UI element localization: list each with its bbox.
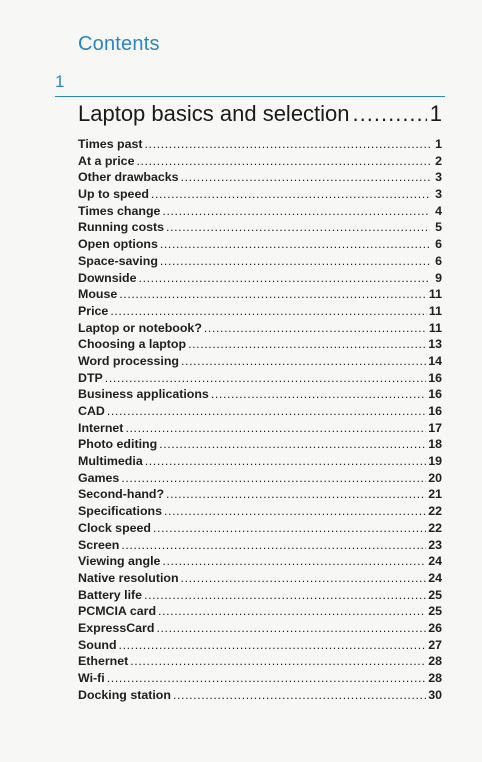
toc-entry[interactable]: [78, 570, 442, 587]
leader-dots: [160, 253, 430, 270]
leader-dots: [145, 453, 426, 470]
toc-entry-label: Other drawbacks: [78, 170, 179, 185]
toc-entry[interactable]: [78, 436, 442, 453]
toc-entry-label: Sound: [78, 637, 117, 652]
toc-entry[interactable]: [78, 553, 442, 570]
leader-dots: [107, 670, 426, 687]
toc-entry-label: Times past: [78, 137, 143, 151]
leader-dots: [181, 353, 426, 370]
toc-entry-label: Multimedia: [78, 454, 143, 469]
toc-entry-page-number: 6: [435, 237, 442, 252]
leader-dots: [164, 503, 426, 520]
toc-entry[interactable]: [78, 470, 442, 487]
toc-entry[interactable]: [78, 203, 442, 220]
leader-dots: [145, 136, 430, 153]
toc-entry-page-number: 21: [428, 487, 442, 502]
leader-dots: [121, 470, 426, 487]
toc-entry[interactable]: [78, 453, 442, 470]
toc-entry-page-number: 4: [435, 203, 442, 218]
toc-entry[interactable]: [78, 486, 442, 503]
toc-entry-label: Second-hand?: [78, 487, 165, 502]
toc-entry-page-number: 18: [428, 437, 442, 452]
toc-entry[interactable]: [78, 370, 442, 387]
toc-entry-page-number: 28: [428, 671, 442, 685]
leader-dots: [119, 637, 427, 654]
toc-entry-page-number: 13: [428, 337, 442, 352]
toc-entry[interactable]: [78, 503, 442, 520]
toc-entry[interactable]: [78, 270, 442, 287]
toc-entry-page-number: 5: [435, 220, 442, 235]
toc-entry[interactable]: [78, 253, 442, 270]
leader-dots: [159, 436, 426, 453]
toc-entry-label: Photo editing: [78, 437, 158, 452]
leader-dots: [107, 403, 426, 420]
toc-entry-label: DTP: [78, 370, 103, 385]
leader-dots: [158, 603, 426, 620]
leader-dots: [181, 169, 430, 186]
toc-entry-page-number: 24: [428, 554, 442, 569]
toc-entry-page-number: 16: [428, 370, 442, 385]
toc-entry-page-number: 30: [428, 687, 442, 702]
chapter-divider: [55, 96, 445, 97]
leader-dots: [139, 270, 430, 287]
toc-entry-page-number: 22: [428, 504, 442, 519]
leader-dots: [181, 570, 427, 587]
toc-entry-page-number: 23: [428, 537, 442, 552]
toc-entry[interactable]: [78, 403, 442, 420]
leader-dots: [110, 303, 427, 320]
toc-entry[interactable]: [78, 169, 442, 186]
leader-dots: [173, 687, 426, 704]
toc-entry-label: Internet: [78, 420, 124, 435]
leader-dots: [160, 236, 430, 253]
toc-entry-page-number: 25: [428, 604, 442, 619]
toc-entry[interactable]: [78, 320, 442, 337]
toc-entry-page-number: 14: [428, 353, 442, 368]
toc-entry-label: Games: [78, 470, 120, 485]
toc-list: [78, 136, 442, 703]
toc-entry[interactable]: [78, 219, 442, 236]
toc-entry-page-number: 19: [428, 454, 442, 469]
toc-entry[interactable]: [78, 520, 442, 537]
toc-entry-page-number: 9: [435, 270, 442, 285]
toc-entry-page-number: 11: [428, 303, 442, 318]
toc-entry-page-number: 24: [428, 570, 442, 585]
toc-entry-page-number: 3: [435, 170, 442, 185]
leader-dots: [144, 587, 426, 604]
toc-entry[interactable]: [78, 153, 442, 170]
toc-entry-label: PCMCIA card: [78, 604, 157, 619]
toc-entry-page-number: 6: [435, 253, 442, 268]
toc-entry-label: At a price: [78, 153, 135, 168]
toc-entry-label: Laptop or notebook?: [78, 320, 202, 335]
toc-entry[interactable]: [78, 353, 442, 370]
toc-entry[interactable]: [78, 303, 442, 320]
toc-entry-label: Times change: [78, 203, 161, 218]
leader-dots: [156, 620, 426, 637]
leader-dots: [166, 486, 426, 503]
toc-entry-label: Specifications: [78, 504, 163, 519]
toc-entry[interactable]: [78, 286, 442, 303]
toc-entry[interactable]: [78, 420, 442, 437]
toc-entry-page-number: 27: [428, 637, 442, 652]
toc-entry[interactable]: [78, 386, 442, 403]
toc-entry[interactable]: [78, 336, 442, 353]
toc-entry[interactable]: [78, 637, 442, 654]
toc-entry[interactable]: [78, 537, 442, 554]
toc-entry[interactable]: [78, 236, 442, 253]
toc-entry-label: Running costs: [78, 220, 165, 235]
leader-dots: [166, 219, 430, 236]
toc-entry-label: Up to speed: [78, 187, 149, 202]
toc-entry-page-number: 17: [428, 420, 442, 435]
toc-entry-label: Battery life: [78, 587, 143, 602]
toc-entry[interactable]: [78, 603, 442, 620]
toc-entry-page-number: 1: [435, 137, 442, 151]
toc-entry-page-number: 16: [428, 404, 442, 418]
toc-entry[interactable]: [78, 620, 442, 637]
toc-entry-page-number: 22: [428, 520, 442, 535]
toc-entry-label: Price: [78, 303, 109, 318]
toc-entry-page-number: 11: [428, 320, 442, 335]
toc-entry-label: Screen: [78, 537, 120, 552]
leader-dots: [211, 386, 426, 403]
leader-dots: [162, 203, 430, 220]
toc-entry-label: CAD: [78, 404, 105, 418]
leader-dots: [151, 186, 430, 203]
toc-entry-label: Native resolution: [78, 570, 179, 585]
toc-entry-page-number: 26: [428, 620, 442, 635]
toc-entry-label: Business applications: [78, 387, 209, 402]
toc-entry-page-number: 20: [428, 470, 442, 485]
chapter-page-number: 1: [429, 101, 442, 126]
leader-dots: [121, 537, 426, 554]
leader-dots: [353, 101, 427, 127]
leader-dots: [162, 553, 426, 570]
chapter-heading[interactable]: [78, 101, 442, 127]
toc-entry-label: Viewing angle: [78, 554, 161, 569]
leader-dots: [119, 286, 427, 303]
toc-entry-label: Space-saving: [78, 253, 158, 268]
toc-entry-label: Choosing a laptop: [78, 337, 187, 352]
contents-title: Contents: [78, 33, 160, 55]
toc-entry-label: Open options: [78, 237, 158, 252]
toc-entry-label: Word processing: [78, 353, 179, 368]
leader-dots: [105, 370, 426, 387]
toc-entry-label: Downside: [78, 270, 137, 285]
toc-entry-label: Wi-fi: [78, 671, 105, 685]
toc-entry[interactable]: [78, 687, 442, 704]
toc-entry-page-number: 16: [428, 387, 442, 402]
leader-dots: [130, 653, 426, 670]
toc-entry-page-number: 3: [435, 187, 442, 202]
toc-entry-label: Docking station: [78, 687, 171, 702]
toc-entry-page-number: 25: [428, 587, 442, 602]
toc-entry-page-number: 28: [428, 654, 442, 669]
leader-dots: [204, 320, 427, 337]
chapter-number: 1: [55, 72, 65, 91]
toc-entry[interactable]: [78, 653, 442, 670]
toc-entry-page-number: 2: [435, 153, 442, 168]
toc-entry-label: Ethernet: [78, 654, 129, 669]
toc-entry-label: Mouse: [78, 287, 118, 302]
toc-entry-label: Clock speed: [78, 520, 151, 535]
leader-dots: [125, 420, 426, 437]
toc-entry-label: ExpressCard: [78, 620, 155, 635]
toc-entry[interactable]: [78, 587, 442, 604]
toc-entry[interactable]: [78, 136, 442, 153]
leader-dots: [188, 336, 426, 353]
toc-entry[interactable]: [78, 186, 442, 203]
toc-entry-page-number: 11: [428, 287, 442, 302]
leader-dots: [153, 520, 426, 537]
leader-dots: [136, 153, 430, 170]
chapter-title: Laptop basics and selection: [78, 101, 350, 126]
toc-entry[interactable]: [78, 670, 442, 687]
